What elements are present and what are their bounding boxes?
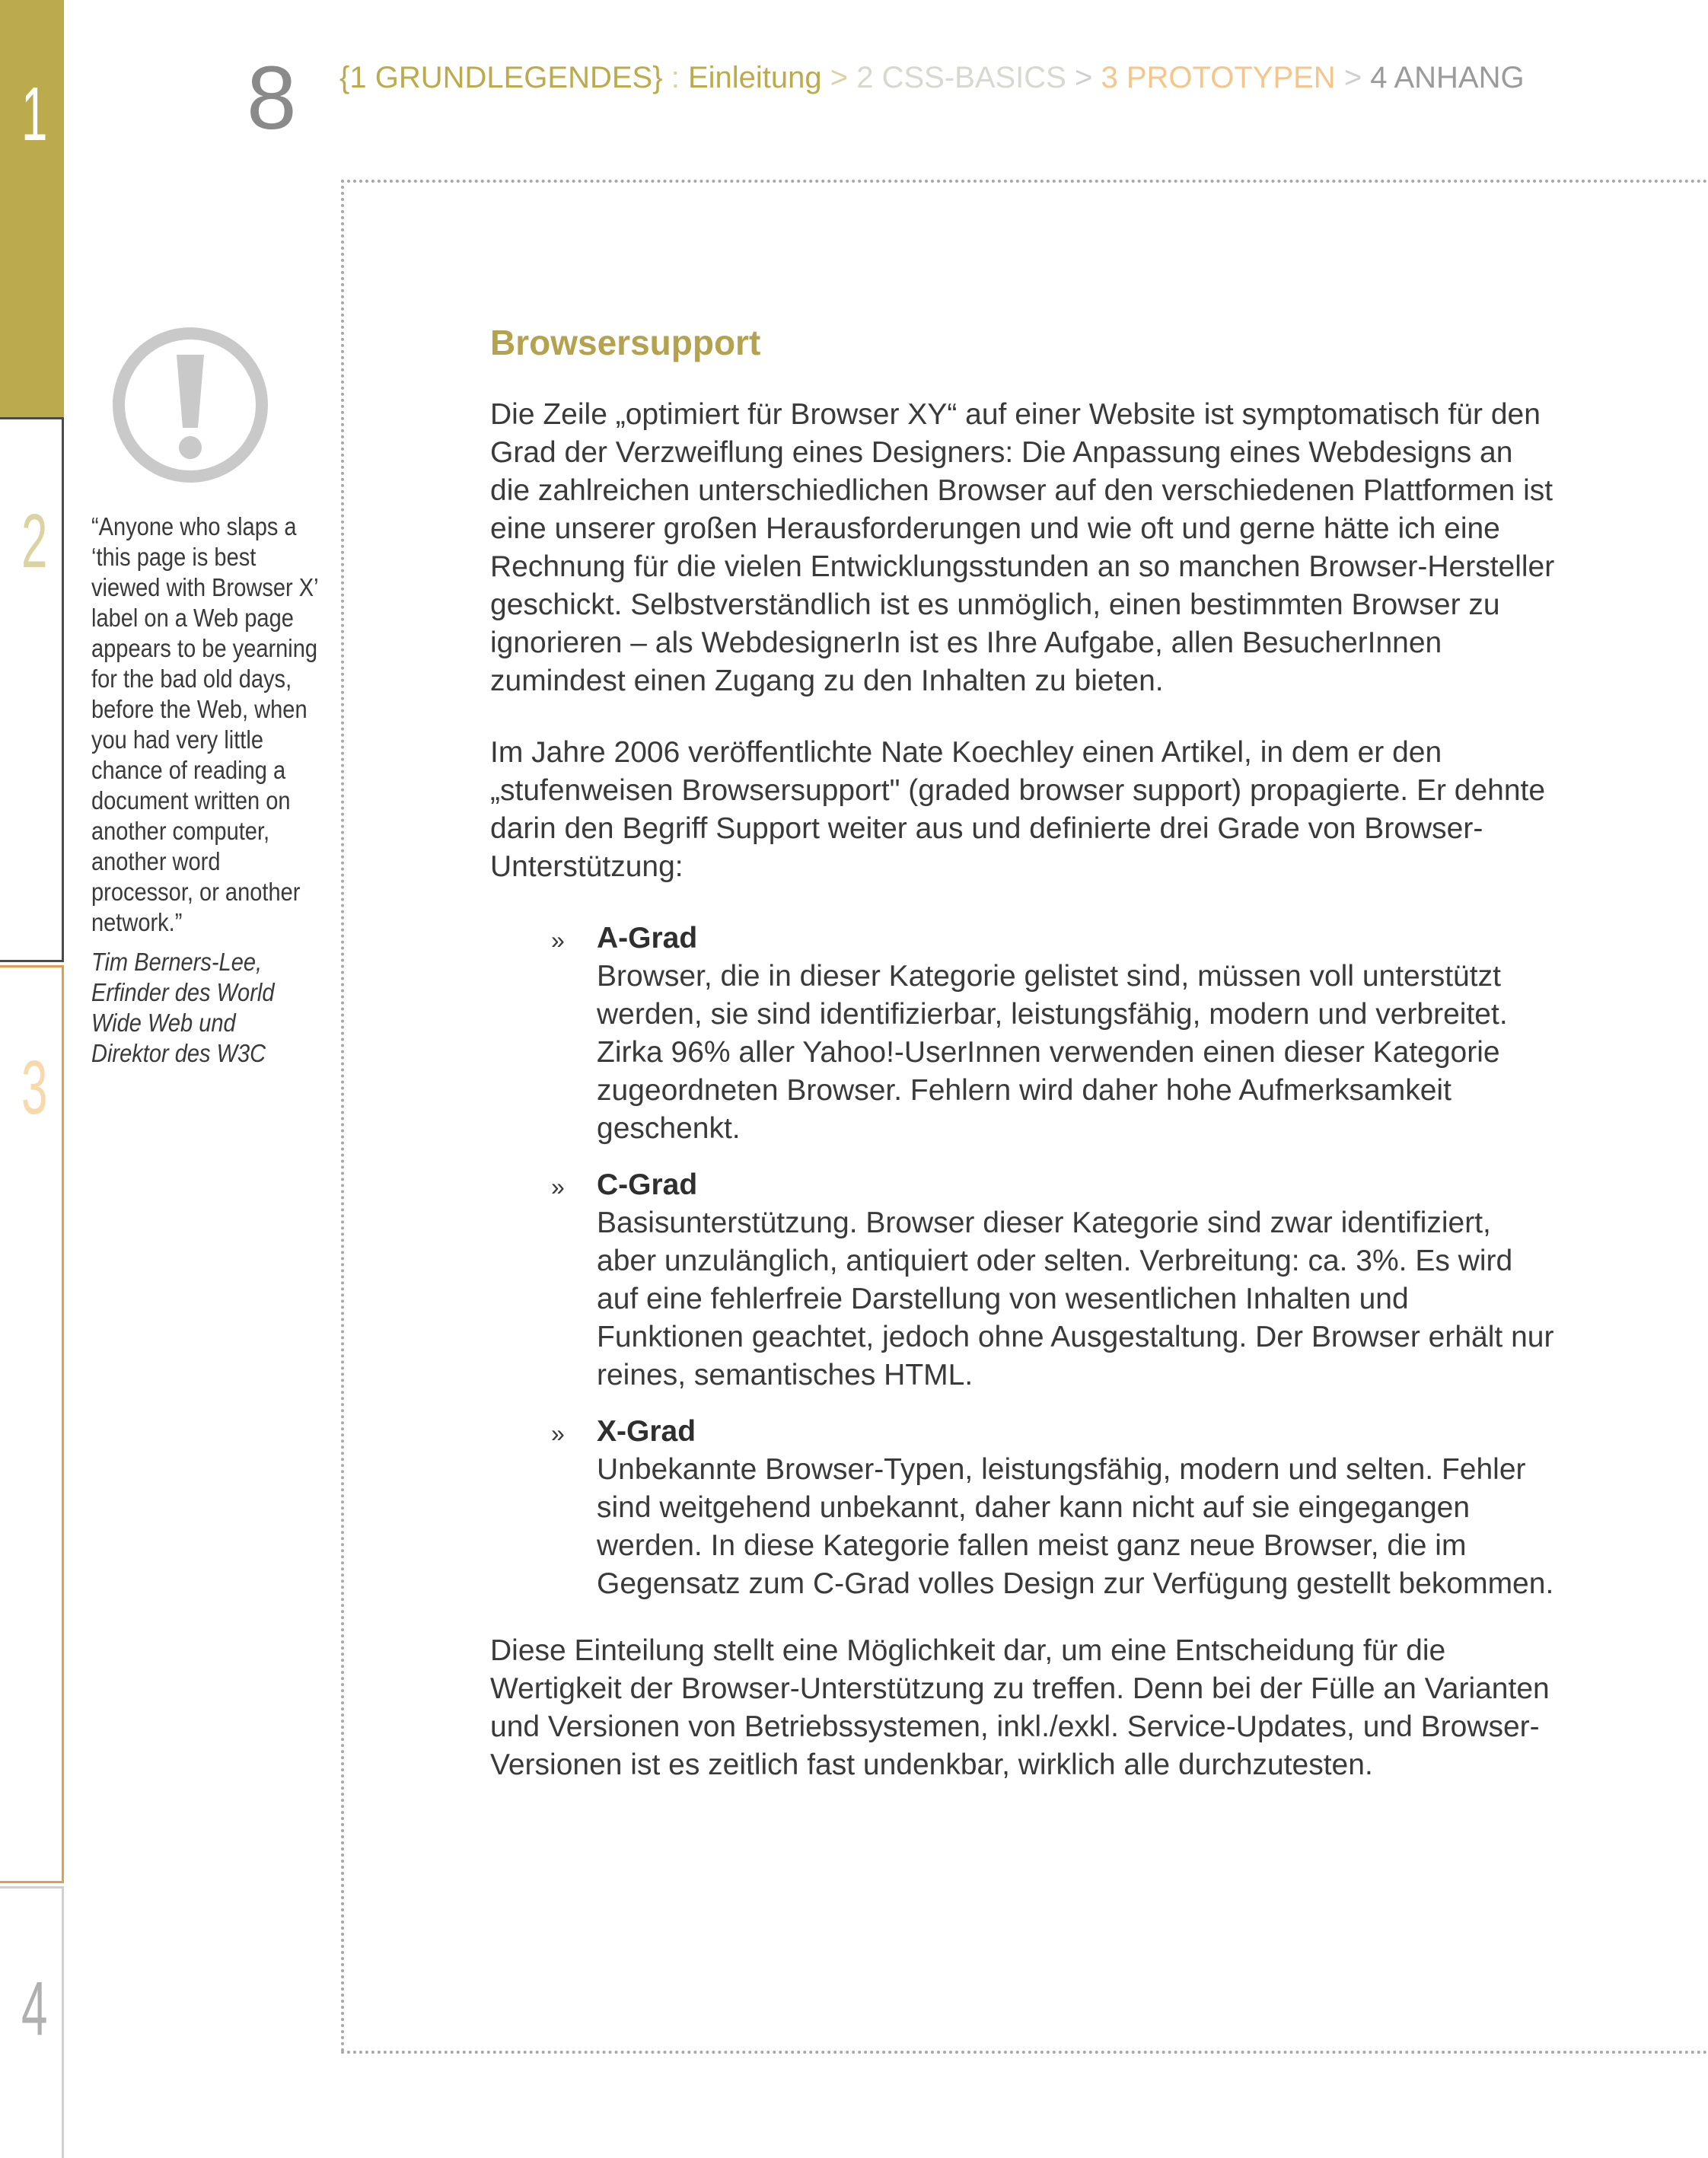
list-item — [490, 1166, 1556, 1395]
chapter-tab-1[interactable] — [0, 0, 64, 417]
chapter-tab-number: 1 — [21, 72, 48, 157]
paragraph-graded-support: Im Jahre 2006 veröffentlichte Nate Koechley einen Artikel, in dem er den „stufenweisen Browsersupport" (graded browser support) propagierte. Er dehnte darin den Begriff Support weiter aus und definierte drei Grade von Browser-Unterstützung: — [490, 736, 1546, 883]
breadcrumb-subsection[interactable]: Einleitung — [687, 61, 822, 94]
grade-description: Basisunterstützung. Browser dieser Kategorie sind zwar identifiziert, aber unzulänglich, antiquiert oder selten. Verbreitung: ca. 3%. Es wird auf eine fehlerfreie Darstellung von wesentlichen Inhalten und Funktionen geachtet, jedoch ohne Ausgestaltung. Der Browser erhält nur reines, semantisches HTML. — [597, 1207, 1554, 1391]
grade-title: A-Grad — [597, 922, 698, 955]
chapter-tab-4[interactable] — [0, 1886, 64, 2158]
bullet-icon: » — [551, 1173, 565, 1200]
grade-description: Unbekannte Browser-Typen, leistungsfähig, modern und selten. Fehler sind weitgehend unbekannt, daher kann nicht auf sie eingegangen werden. In diese Kategorie fallen meist ganz neue Browser, die im Gegensatz zum C-Grad volles Design zur Verfügung gestellt bekommen. — [597, 1453, 1554, 1600]
chapter-tab-number: 2 — [21, 499, 48, 584]
page-number: 8 — [247, 48, 297, 148]
exclamation-circle-icon — [111, 326, 269, 484]
paragraph-intro: Die Zeile „optimiert für Browser XY“ auf einer Website ist symptomatisch für den Grad der Verzweiflung eines Designers: Die Anpassung eines Webdesigns an die zahlreichen unterschiedlichen Browser auf den verschiedenen Plattformen ist eine unserer großen Herausforderungen und wie oft und gerne hätte ich eine Rechnung für die vielen Entwicklungsstunden an so manchen Browser-Hersteller geschickt. Selbstverständlich ist es unmöglich, einen bestimmten Browser zu ignorieren – als WebdesignerIn ist es Ihre Aufgabe, allen BesucherInnen zumindest einen Zugang zu den Inhalten zu bieten. — [490, 398, 1555, 697]
grade-title: X-Grad — [597, 1415, 696, 1448]
breadcrumb — [339, 61, 1525, 94]
list-item — [490, 1413, 1556, 1603]
grade-description: Browser, die in dieser Kategorie gelistet sind, müssen voll unterstützt werden, sie sind identifizierbar, leistungsfähig, modern und verbreitet. Zirka 96% aller Yahoo!-UserInnen verwenden einen dieser Kategorie zugeordneten Browser. Fehlern wird daher hohe Aufmerksamkeit geschenkt. — [597, 960, 1508, 1145]
chapter-tab-number: 3 — [21, 1045, 48, 1130]
chapter-tab-3[interactable] — [0, 965, 64, 1883]
chapter-tab-number: 4 — [21, 1966, 48, 2051]
breadcrumb-separator: > — [1066, 61, 1101, 94]
section-heading: Browsersupport — [490, 323, 761, 362]
grade-list — [490, 920, 1556, 1603]
bullet-icon: » — [551, 926, 565, 954]
sidebar-quote-author: Tim Berners-Lee, Erfinder des World Wide Web und Direktor des W3C — [91, 948, 275, 1067]
sidebar-quote: “Anyone who slaps a ‘this page is best viewed with Browser X’ label on a Web page appears to be yearning for the bad old days, before the Web, when you had very little chance of reading a document written on another computer, another word processor, or another network.” — [91, 512, 318, 936]
bullet-icon: » — [551, 1420, 565, 1447]
breadcrumb-chapter-4[interactable]: 4 ANHANG — [1370, 61, 1525, 94]
breadcrumb-separator: > — [1335, 61, 1371, 94]
breadcrumb-chapter-2[interactable]: 2 CSS-BASICS — [856, 61, 1066, 94]
paragraph-conclusion: Diese Einteilung stellt eine Möglichkeit dar, um eine Entscheidung für die Wertigkeit der Browser-Unterstützung zu treffen. Denn bei der Fülle an Varianten und Versionen von Betriebssystemen, inkl./exkl. Service-Updates, und Browser-Versionen ist es zeitlich fast undenkbar, wirklich alle durchzutesten. — [490, 1634, 1550, 1781]
breadcrumb-chapter-3[interactable]: 3 PROTOTYPEN — [1101, 61, 1336, 94]
chapter-tab-2[interactable] — [0, 417, 64, 962]
list-item — [490, 920, 1556, 1148]
breadcrumb-separator: > — [821, 61, 857, 94]
breadcrumb-colon: : — [662, 61, 688, 94]
main-content — [490, 320, 1556, 1818]
grade-title: C-Grad — [597, 1168, 698, 1201]
breadcrumb-chapter-1[interactable]: {1 GRUNDLEGENDES} — [339, 61, 663, 94]
